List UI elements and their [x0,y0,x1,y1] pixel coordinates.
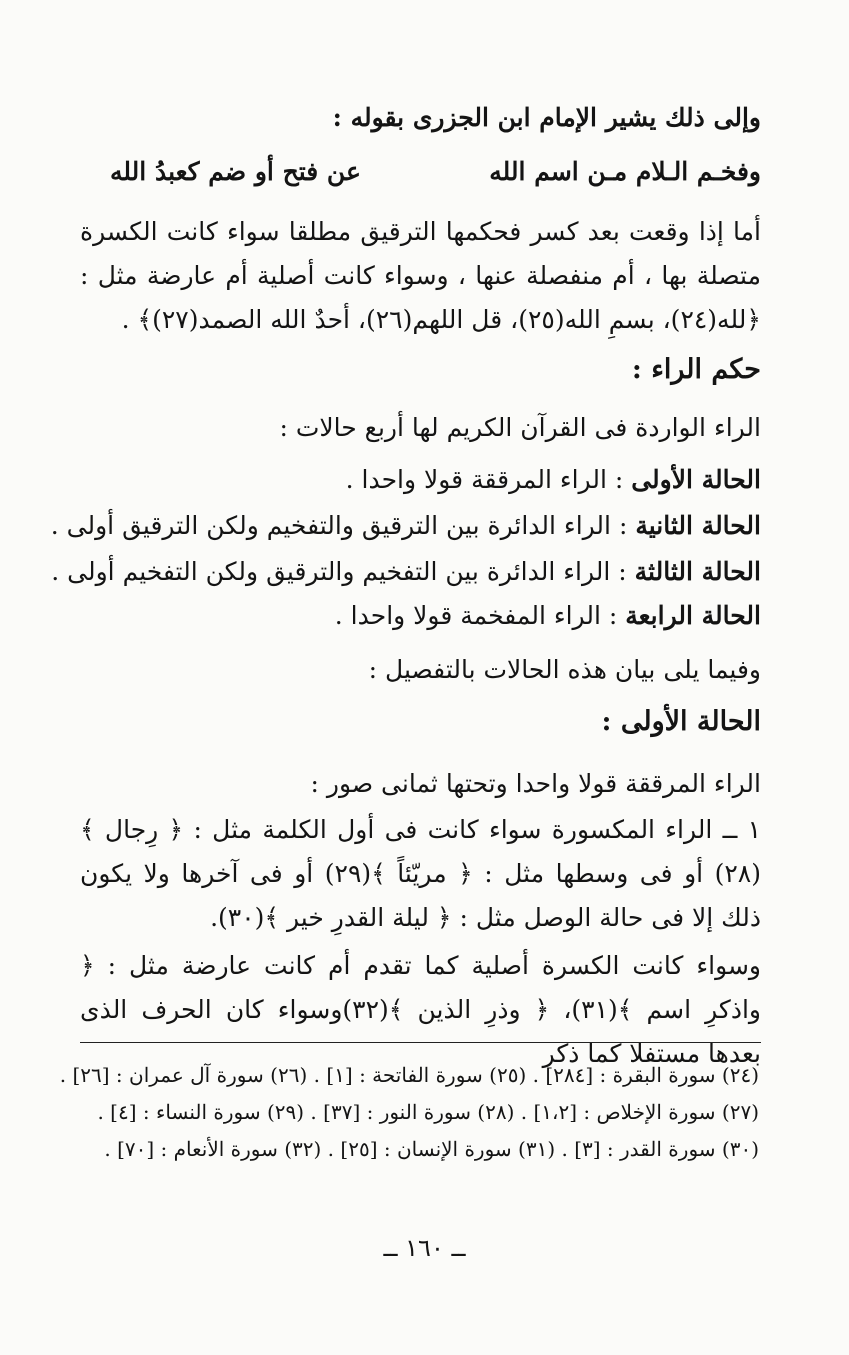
first-case-intro: الراء المرققة قولا واحدا وتحتها ثمانى صور : [310,769,761,798]
footnote-line: (٢٧) سورة الإخلاص : [١،٢] . (٢٨) سورة النور : [٣٧] . (٢٩) سورة النساء : [٤] . [97,1100,759,1124]
detail-intro: وفيما يلى بيان هذه الحالات بالتفصيل : [368,655,761,684]
case-text: : الراء المفخمة قولا واحدا . [334,601,618,630]
paragraph-maksoora: ١ ــ الراء المكسورة سواء كانت فى أول الكلمة مثل : ﴿ رِجال ﴾(٢٨) أو فى وسطها مثل : ﴿ مريّئاً ﴾(٢٩) أو فى آخرها ولا يكون ذلك إلا فى حالة الوصل مثل : ﴿ ليلة القدرِ خير ﴾(٣٠). [80,815,761,932]
case-first [80,462,761,498]
heading-first-case: الحالة الأولى : [601,706,761,737]
case-fourth [80,598,761,634]
case-label: الحالة الرابعة [625,601,761,630]
verse-first-hemistich: وفخـم الـلام مـن اسم الله [489,157,761,186]
footnote-divider [80,1042,761,1043]
case-text: : الراء المرققة قولا واحدا . [345,465,624,494]
verse-second-hemistich: عن فتح أو ضم كعبدُ الله [110,157,361,186]
case-text: : الراء الدائرة بين التفخيم والترقيق ولكن التفخيم أولى . [51,557,627,586]
case-second [50,508,761,544]
case-label: الحالة الثانية [635,511,761,540]
case-label: الحالة الأولى [631,465,761,494]
case-label: الحالة الثالثة [634,557,761,586]
case-text: : الراء الدائرة بين الترقيق والتفخيم ولكن الترقيق أولى . [50,511,628,540]
paragraph-kasra-types: وسواء كانت الكسرة أصلية كما تقدم أم كانت عارضة مثل : ﴿ واذكرِ اسم ﴾(٣١)، ﴿ وذرِ الذين ﴾(٣٢)وسواء كان الحرف الذى بعدها مستفلا كما ذكر [80,951,761,1068]
footnote-line: (٣٠) سورة القدر : [٣] . (٣١) سورة الإنسان : [٢٥] . (٣٢) سورة الأنعام : [٧٠] . [104,1137,759,1161]
case-third [51,554,761,590]
intro-line: وإلى ذلك يشير الإمام ابن الجزرى بقوله : [332,103,761,132]
paragraph-lam-tarqeeq: أما إذا وقعت بعد كسر فحكمها الترقيق مطلقا سواء كانت الكسرة متصلة بها ، أم منفصلة عنها ، وسواء كانت أصلية أم عارضة مثل : ﴿لله(٢٤)، بسمِ الله(٢٥)، قل اللهم(٢٦)، أحدٌ الله الصمد(٢٧)﴾ . [80,217,761,334]
footnote-line: (٢٤) سورة البقرة : [٢٨٤] . (٢٥) سورة الفاتحة : [١] . (٢٦) سورة آل عمران : [٢٦] . [59,1063,759,1087]
poem-verse [110,154,761,190]
ra-cases-intro: الراء الواردة فى القرآن الكريم لها أربع حالات : [279,413,761,442]
page-number: ــ ١٦٠ ــ [383,1234,466,1262]
heading-ra-ruling: حكم الراء : [631,354,761,385]
